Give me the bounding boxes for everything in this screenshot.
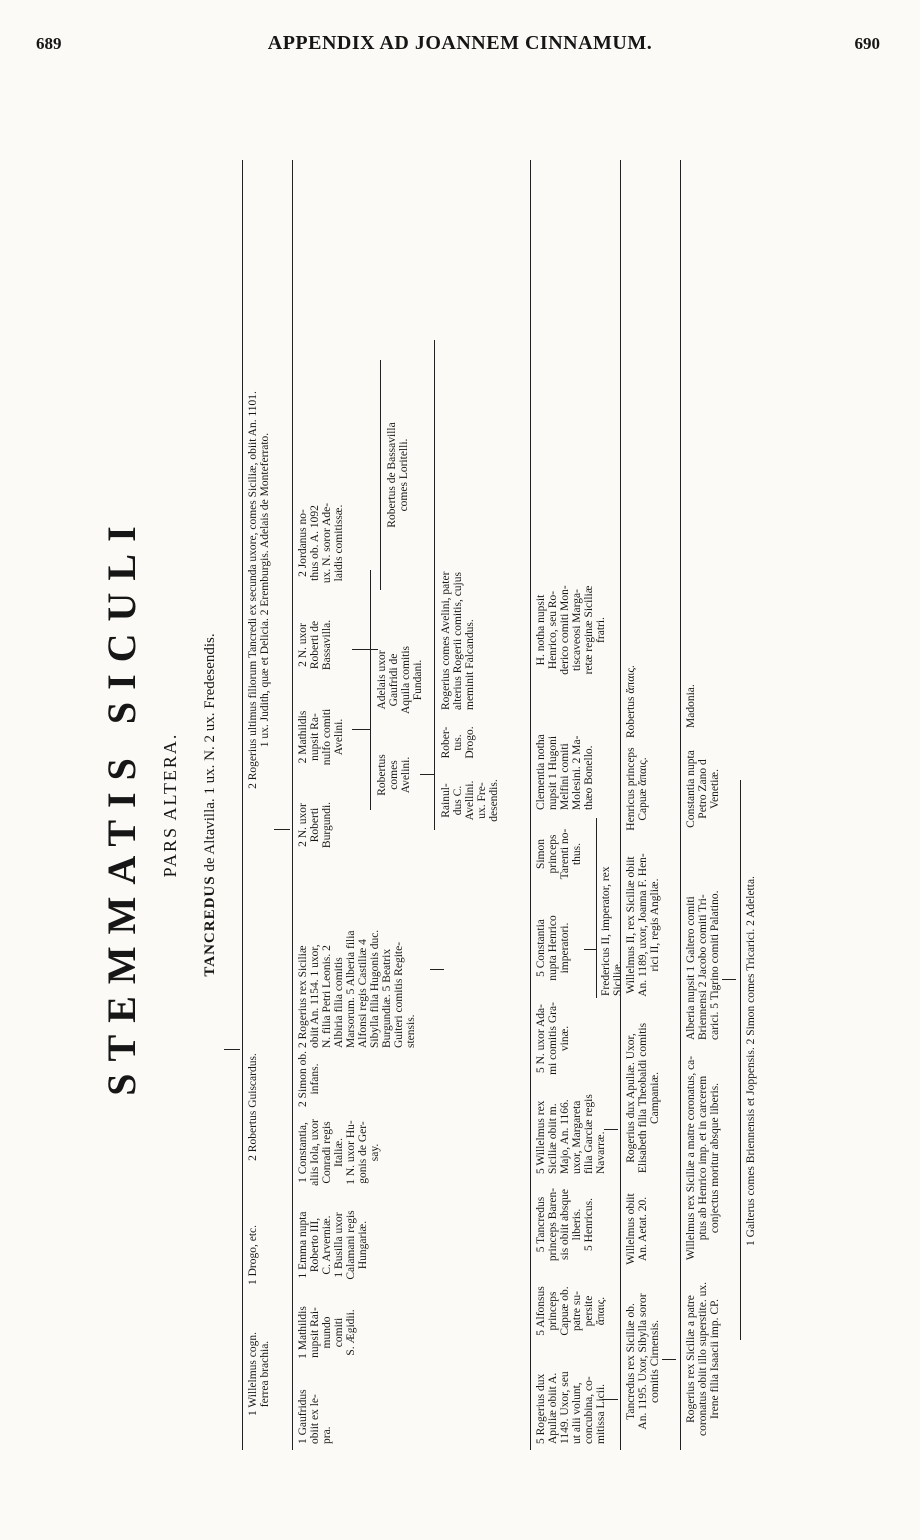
gen5-alberia: Alberia nupsit 1 Galtero comiti Briennensi 2 Jacobo comiti Tri- carici. 5 Tigrino comiti Palatino. — [685, 890, 721, 1040]
gen5-rogerius-rex: Rogerius rex Siciliæ a patre coronatus obiit illo superstite. ux. Irene filia Isaacii imp. CP. — [685, 1282, 721, 1436]
gen4-henricus-princeps: Henricus princeps Capuæ ἄπαις. — [625, 747, 649, 831]
gen4-willelmus-ii: Willelmus II, rex Siciliæ obiit An. 1189, uxor, Joanna F. Hen- rici II, regis Angliæ. — [625, 853, 661, 997]
gen1-robertus-guiscardus: 2 Robertus Guiscardus. — [247, 1053, 259, 1161]
stemma-title-block — [90, 160, 250, 1450]
running-title: APPENDIX AD JOANNEM CINNAMUM. — [267, 32, 653, 54]
gen4-rogerius-dux-apuliae: Rogerius dux Apuliæ. Uxor, Elisabeth filia Theobaldi comitis Campaniæ. — [625, 1022, 661, 1174]
gen2-gaufridus: 1 Gaufridus obiit ex le- pra. — [297, 1389, 333, 1444]
gen2-jordanus: 2 Jordanus no- thus ob. A. 1092 ux. N. soror Ade- laidis comitissæ. — [297, 502, 345, 584]
gen5-madonia: Madonia. — [685, 684, 697, 728]
gen4-robertus: Robertus ἄπαις. — [625, 665, 637, 738]
gen3-simon-princeps: Simon princeps Tarenti no- thus. — [535, 828, 583, 880]
gen2-simon: 2 Simon ob. infans. — [297, 1051, 321, 1107]
gen2-n-uxor-bassavilla: 2 N. uxor Roberti de Bassavilla. — [297, 619, 333, 671]
generation-4 — [620, 160, 681, 1450]
gen3-tancredus-henricus: 5 Tancredus princeps Baren- sis obiit absque liberis. 5 Henricus. — [535, 1187, 595, 1262]
gen6-galterus-simon-adeletta: 1 Galterus comes Briennensis et Joppensis. 2 Simon comes Tricarici. 2 Adeletta. — [745, 876, 757, 1246]
generation-1 — [242, 160, 283, 1450]
gen2-emma-busilla: 1 Emma nupta Roberto III, C. Arverniæ. 1 Busilla uxor Calamani regis Hungariæ. — [297, 1210, 369, 1280]
gen1-drogo: 1 Drogo, etc. — [247, 1224, 259, 1286]
gen4-tancredus-rex: Tancredus rex Siciliæ ob. An. 1195. Uxor, Sibylla soror comitis Cirnensis. — [625, 1293, 661, 1430]
gen1-willelmus: 1 Willelmus cogn. ferrea brachia. — [247, 1332, 271, 1416]
page-number-left: 689 — [36, 34, 62, 53]
branch-robertus-bassavilla: Robertus de Bassavilla comes Loritelli. — [386, 422, 410, 528]
gen3-n-uxor-adami: 5 N. uxor Ada- mi comitis Gra- vinæ. — [535, 1002, 571, 1075]
gen4-willelmus: Willelmus obiit An. Aetat. 20. — [625, 1193, 649, 1265]
robertus-connector — [420, 774, 434, 775]
constantia-connector — [584, 949, 596, 950]
root-name: TANCREDUS — [202, 875, 218, 977]
generation-6 — [740, 780, 771, 1340]
avelini-branch-line — [370, 570, 371, 810]
root-details: de Altavilla. 1 ux. N. 2 ux. Fredesendis. — [202, 633, 218, 872]
gen2-n-uxor-roberti-burgundi: 2 N. uxor Roberti Burgundi. — [297, 801, 333, 849]
gen5-constantia-nupta: Constantia nupta Petro Zano d Venetiæ. — [685, 750, 721, 828]
fredericus: Fredericus II, imperator, rex Siciliæ. — [600, 866, 624, 996]
branch-robertus-drogo: Rober- tus. Drogo. — [440, 726, 476, 759]
rogerius-rex-connector — [430, 969, 444, 970]
gen3-constantia: 5 Constantia nupta Henrico imperatori. — [535, 915, 571, 981]
gen3-h-notha: H. notha nupsit Henrico, seu Ro- derico comiti Mon- tiscaveosi Marga- retæ reginæ Siciliæ fratri. — [535, 585, 607, 675]
gen3-clementia: Clementia notha nupsit 1 Hugoni Melfini comiti Molesini. 2 Ma- thæo Bonello. — [535, 734, 595, 810]
stemma-title: STEMMATIS SICULI — [99, 514, 144, 1096]
gen5-willelmus-rex: Willelmus rex Siciliæ a matre coronatus, ca- ptus ab Henrico imp. et in carcerem conjectus moritur absque liberis. — [685, 1055, 721, 1261]
willelmus-rex-connector — [604, 1129, 618, 1130]
tancredus-rex-connector — [662, 1359, 676, 1360]
gen3-alfonsus: 5 Alfonsus princeps Capuæ ob. patre su- persite ἄπαις. — [535, 1286, 607, 1336]
fredericus-line — [596, 818, 597, 998]
stemma-subtitle: PARS ALTERA. — [160, 732, 180, 878]
gen2-constantia: 1 Constantia, aliis Iola, uxor Conradi regis Italiæ. 1 N. uxor Hu- gonis de Ger- say. — [297, 1119, 381, 1186]
stemma-region — [90, 160, 920, 1444]
running-head — [0, 28, 920, 68]
gen2-mathildis: 1 Mathildis nupsit Rai- mundo comiti S. Ægidii. — [297, 1306, 357, 1359]
gen3-willelmus-rex: 5 Willelmus rex Siciliæ obiit m. Majo, An. 1166. uxor, Margareta filia Garciæ regis Navarræ. — [535, 1094, 607, 1174]
page-number-right: 690 — [854, 34, 880, 53]
gen2-rogerius-rex: 2 Rogerius rex Siciliæ obiit An. 1154. 1 uxor, N. filia Petri Leonis. 2 Albiria filia comitis Marsorum. 5 Alberia filia Alfonsi regis Castiliæ 4 Sibylla filia Hugonis duc. Burgundiæ. 5 Beatrix Guiteri comitis Regite- stensis. — [297, 929, 417, 1048]
generation-5 — [680, 160, 741, 1450]
branch-rogerius-avelini: Rogerius comes Avelini, pater alterius Rogerii comitis, cujus meminit Falcandus. — [440, 571, 476, 710]
stemma-rotated-table — [90, 160, 810, 1450]
branch-robertus-avelini: Robertus comes Avelini. — [376, 754, 412, 796]
branch-rainuldus: Rainul- dus C. Avellini. ux. Fre- desendis. — [440, 779, 500, 822]
branch-adelais: Adelais uxor Gaufridi de Aquila comitis Fundani. — [376, 645, 424, 715]
bassavilla-branch-line — [380, 360, 381, 590]
gen2-mathildis-ranulfo: 2 Mathildis nupsit Ra- nulfo comiti Avelini. — [297, 708, 345, 766]
mathildis-connector — [352, 729, 370, 730]
stemma-root — [202, 160, 219, 1450]
bassavilla-connector — [352, 649, 378, 650]
gen1-rogerius: 2 Rogerius ultimus filiorum Tancredi ex secunda uxore, comes Siciliæ, obiit An. 1101. 1 ux. Judith, quæ et Delicia. 2 Eremburgis. Adelais de Monteferrato. — [247, 391, 271, 789]
sons-branch-line — [434, 340, 435, 830]
alberia-connector — [722, 979, 736, 980]
rogerius-dux-connector — [602, 1399, 618, 1400]
root-connector — [224, 1049, 240, 1050]
gen3-rogerius-dux: 5 Rogerius dux Apuliæ obiit A. 1149. Uxor, seu ut alii volunt, concubina, co- mitissa Licii. — [535, 1371, 607, 1444]
generation-2 — [292, 160, 443, 1450]
gen1-connector — [274, 829, 290, 830]
